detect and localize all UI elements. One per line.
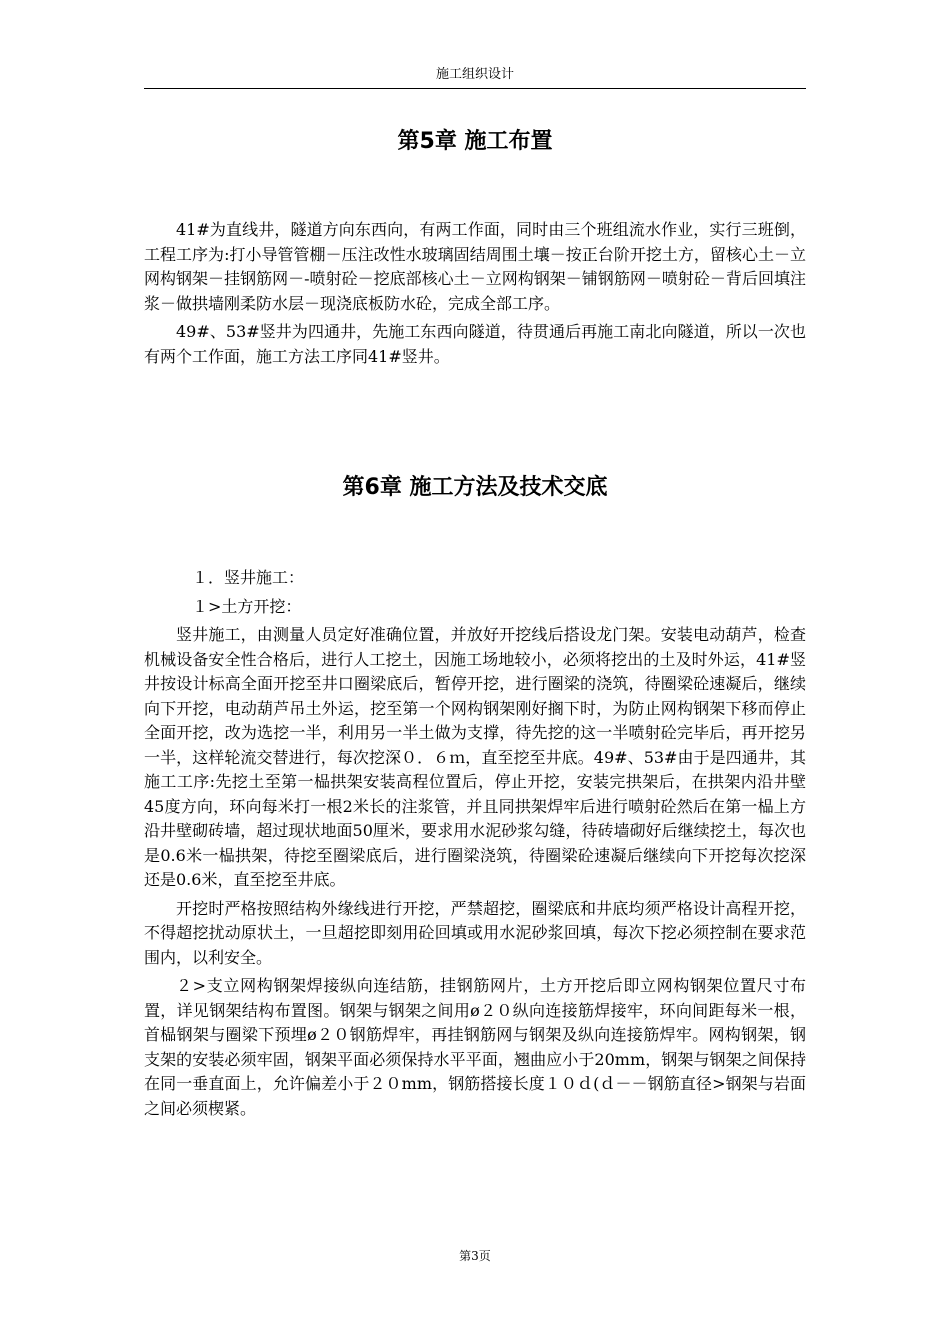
chapter-5-title: 第5章 施工布置 <box>397 129 553 154</box>
paragraph: 49#、53#竖井为四通井，先施工东西向隧道，待贯通后再施工南北向隧道，所以一次也有两个工作面，施工方法工序同41#竖井。 <box>144 322 806 366</box>
section-subitem: １>土方开挖： <box>192 596 302 616</box>
section-item: １．竖井施工： <box>192 568 305 587</box>
paragraph: 41#为直线井，隧道方向东西向，有两工作面，同时由三个班组流水作业，实行三班倒，工程工序为:打小导管管棚－压注改性水玻璃固结周围土壤－按正台阶开挖土方，留核心土－立网构钢架－挂钢筋网－-喷射砼－挖底部核心土－立网构钢架－铺钢筋网－喷射砼－背后回填注浆－做拱墙刚柔防水层－现浇底板防水砼，完成全部工序。 <box>144 220 806 313</box>
paragraph: 竖井施工，由测量人员定好准确位置，并放好开挖线后搭设龙门架。安装电动葫芦，检查机械设备安全性合格后，进行人工挖土，因施工场地较小，必须将挖出的土及时外运，41#竖井按设计标高全面开挖至井口圈梁底后，暂停开挖，进行圈梁的浇筑，待圈梁砼速凝后，继续向下开挖，电动葫芦吊土外运，挖至第一个网构钢架刚好搁下时，为防止网构钢架下移而停止全面开挖，改为选挖一半，利用另一半土做为支撑，待先挖的这一半喷射砼完毕后，再开挖另一半，这样轮流交替进行，每次挖深０．６ｍ，直至挖至井底。49#、53#由于是四通井，其施工工序:先挖土至第一榀拱架安装高程位置后，停止开挖，安装完拱架后，在拱架内沿井壁45度方向，环向每米打一根2米长的注浆管，并且同拱架焊牢后进行喷射砼然后在第一榀上方沿井壁砌砖墙，超过现状地面50厘米，要求用水泥砂浆勾缝，待砖墙砌好后继续挖土，每次也是0.6米一榀拱架，待挖至圈梁底后，进行圈梁浇筑，待圈梁砼速凝后继续向下开挖每次挖深还是0.6米，直至挖至井底。 <box>144 625 806 889</box>
running-header: 施工组织设计 <box>435 67 514 82</box>
page-number: 第3页 <box>459 1249 491 1263</box>
paragraph: 开挖时严格按照结构外缘线进行开挖，严禁超挖，圈梁底和井底均须严格设计高程开挖，不得超挖扰动原状土，一旦超挖即刻用砼回填或用水泥砂浆回填，每次下挖必须控制在要求范围内，以利安全。 <box>144 898 806 967</box>
chapter-6-body <box>144 566 806 1121</box>
chapter-6-title: 第6章 施工方法及技术交底 <box>342 475 608 500</box>
chapter-5-body <box>144 218 806 369</box>
header-rule <box>144 88 806 89</box>
paragraph: ２>支立网构钢架焊接纵向连结筋，挂钢筋网片，土方开挖后即立网构钢架位置尺寸布置，详见钢架结构布置图。钢架与钢架之间用ø２０纵向连接筋焊接牢，环向间距每米一根，首榀钢架与圈梁下预埋ø２０钢筋焊牢，再挂钢筋网与钢架及纵向连接筋焊牢。网构钢架，钢支架的安装必须牢固，钢架平面必须保持水平平面，翘曲应小于20mm，钢架与钢架之间保持在同一垂直面上，允许偏差小于２０mm，钢筋搭接长度１０ｄ(ｄ－－钢筋直径>钢架与岩面之间必须楔紧。 <box>144 976 806 1118</box>
